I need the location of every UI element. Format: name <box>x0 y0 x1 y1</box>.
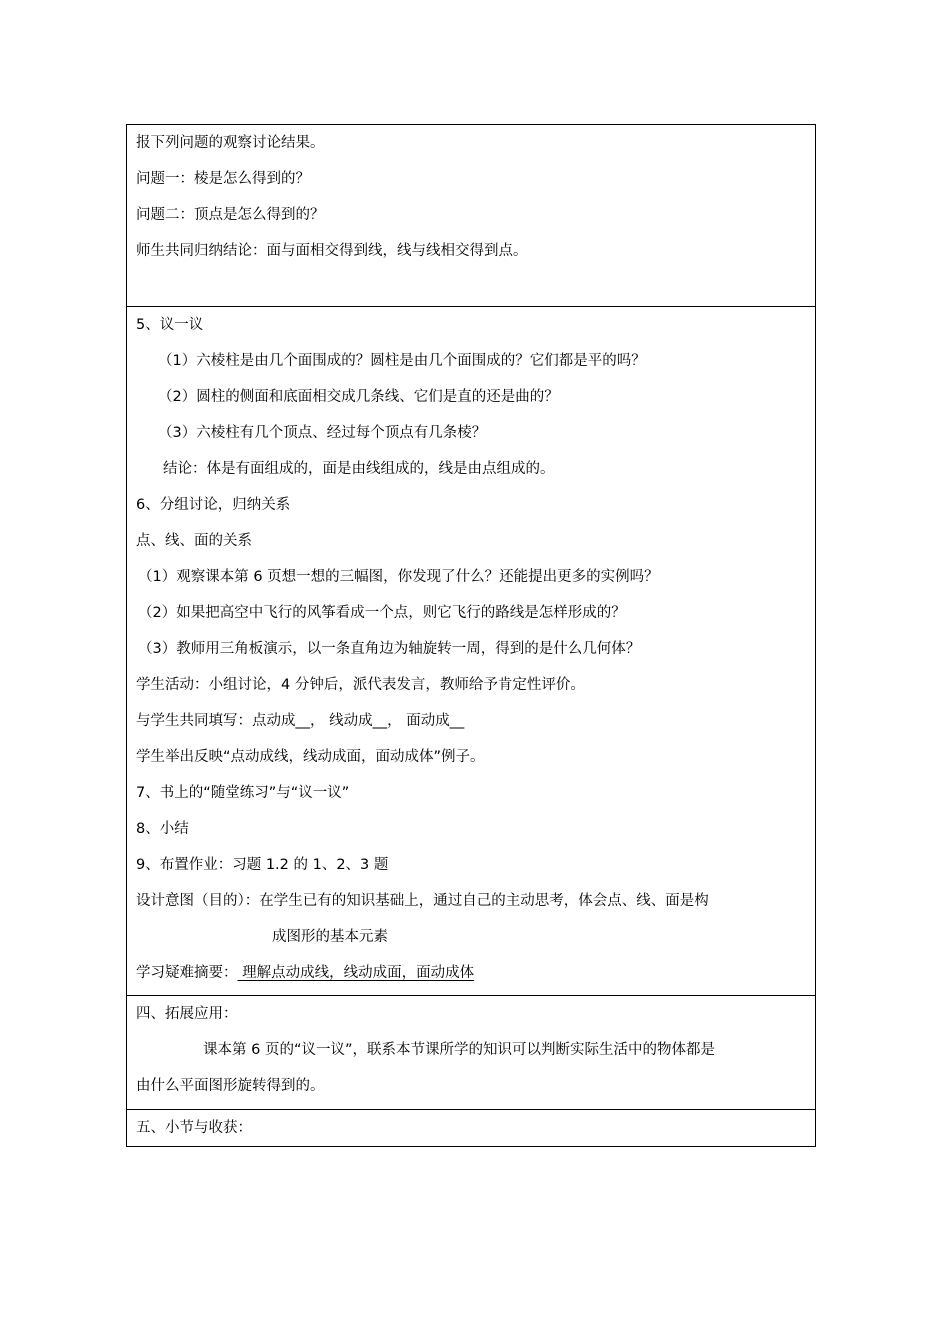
extension-text-line-2: 由什么平面图形旋转得到的。 <box>136 1078 325 1094</box>
student-activity: 学生活动：小组讨论，4 分钟后，派代表发言，教师给予肯定性评价。 <box>136 677 585 693</box>
lesson-plan-table <box>126 124 816 1147</box>
heading-summary: 8、小结 <box>136 821 189 837</box>
student-examples: 学生举出反映“点动成线，线动成面，面动成体”例子。 <box>136 749 485 765</box>
heading-discuss: 5、议一议 <box>136 317 204 333</box>
table-row <box>127 996 816 1110</box>
relation-question-3: （3）教师用三角板演示，以一条直角边为轴旋转一周，得到的是什么几何体？ <box>138 641 641 657</box>
discuss-question-2: （2）圆柱的侧面和底面相交成几条线、它们是直的还是曲的？ <box>158 389 559 405</box>
relation-question-1: （1）观察课本第 6 页想一想的三幅图，你发现了什么？还能提出更多的实例吗？ <box>138 569 659 585</box>
design-purpose-line-2: 成图形的基本元素 <box>272 929 388 945</box>
difficulty-label: 学习疑难摘要： <box>136 965 238 981</box>
heading-harvest: 五、小节与收获： <box>136 1120 252 1136</box>
heading-extension: 四、拓展应用： <box>136 1006 238 1022</box>
extension-cell <box>127 996 816 1110</box>
table-row <box>127 125 816 307</box>
fill-in-blanks: 与学生共同填写：点动成__， 线动成__， 面动成__ <box>136 713 465 729</box>
intro-line: 报下列问题的观察讨论结果。 <box>136 135 325 151</box>
discuss-question-1: （1）六棱柱是由几个面围成的？圆柱是由几个面围成的？它们都是平的吗？ <box>158 353 646 369</box>
activities-cell <box>127 307 816 996</box>
question-two: 问题二：顶点是怎么得到的？ <box>136 207 325 223</box>
extension-text-line-1: 课本第 6 页的“议一议”，联系本节课所学的知识可以判断实际生活中的物体都是 <box>203 1042 715 1058</box>
harvest-cell <box>127 1110 816 1147</box>
difficulty-value: 理解点动成线，线动成面，面动成体 <box>237 965 475 981</box>
table-row <box>127 307 816 996</box>
heading-group-discussion: 6、分组讨论，归纳关系 <box>136 497 291 513</box>
relation-question-2: （2）如果把高空中飞行的风筝看成一个点，则它飞行的路线是怎样形成的？ <box>138 605 626 621</box>
heading-homework: 9、布置作业：习题 1.2 的 1、2、3 题 <box>136 857 389 873</box>
discuss-conclusion: 结论：体是有面组成的，面是由线组成的，线是由点组成的。 <box>163 461 555 477</box>
heading-practice: 7、书上的“随堂练习”与“议一议” <box>136 785 350 801</box>
design-purpose-line-1: 设计意图（目的）：在学生已有的知识基础上，通过自己的主动思考，体会点、线、面是构 <box>136 893 709 909</box>
joint-conclusion: 师生共同归纳结论：面与面相交得到线，线与线相交得到点。 <box>136 243 528 259</box>
discussion-results-cell <box>127 125 816 307</box>
difficulty-summary <box>136 955 806 991</box>
question-one: 问题一：棱是怎么得到的？ <box>136 171 310 187</box>
discuss-question-3: （3）六棱柱有几个顶点、经过每个顶点有几条棱？ <box>158 425 487 441</box>
relation-title: 点、线、面的关系 <box>136 533 252 549</box>
table-row <box>127 1110 816 1147</box>
